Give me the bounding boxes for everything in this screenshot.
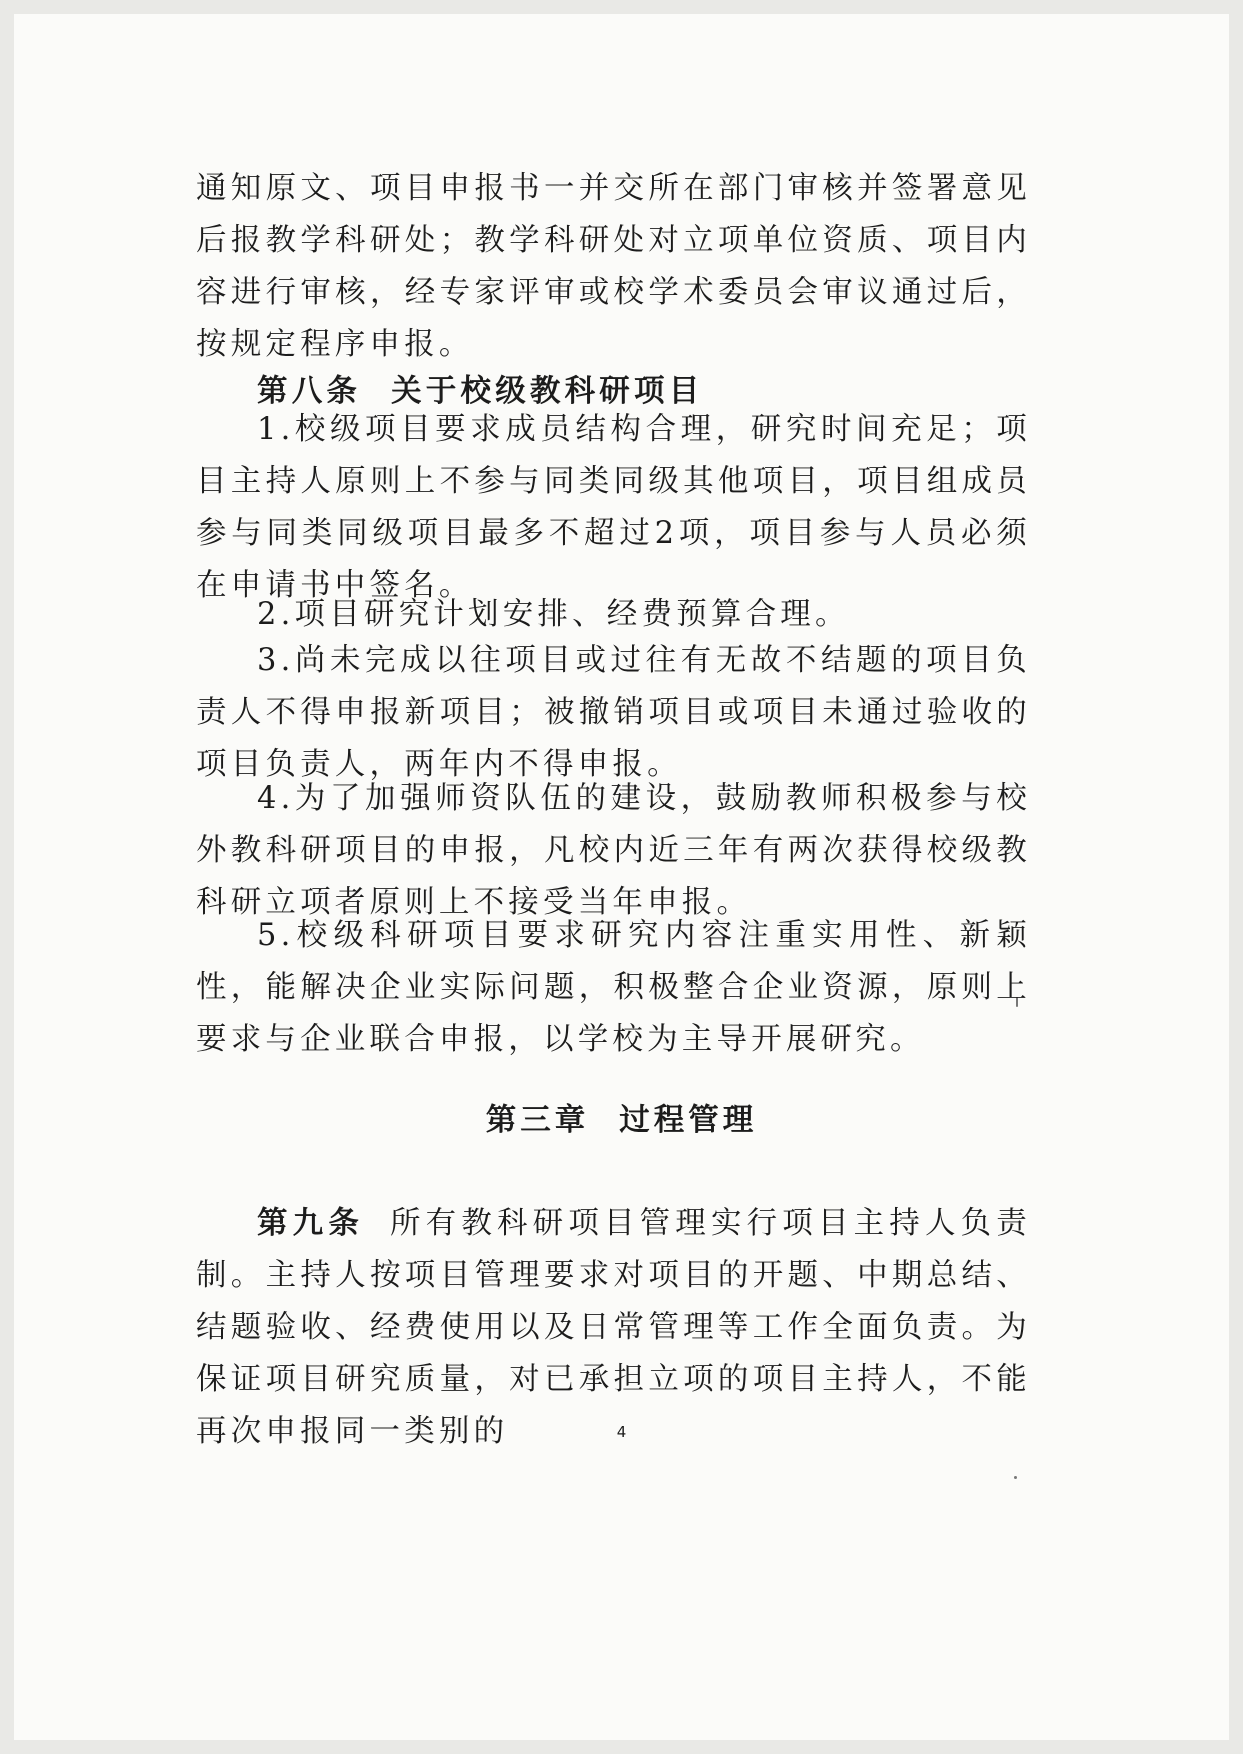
article-8-item: 3.尚未完成以往项目或过往有无故不结题的项目负责人不得申报新项目；被撤销项目或项目未通过验收的项目负责人，两年内不得申报。 bbox=[196, 643, 1031, 782]
article-8-item-1-block bbox=[196, 404, 1031, 612]
article-8-item: 5.校级科研项目要求研究内容注重实用性、新颖性，能解决企业实际问题，积极整合企业资源，原则上要求与企业联合申报，以学校为主导开展研究。 bbox=[196, 918, 1031, 1057]
article-9-block bbox=[196, 1197, 1031, 1458]
article-8-item-4-block bbox=[196, 773, 1031, 929]
paragraph-continuation-block bbox=[196, 163, 1031, 371]
scan-speck bbox=[1014, 1476, 1017, 1479]
article-8-label: 第八条 bbox=[257, 373, 362, 409]
article-9-label: 第九条 bbox=[257, 1205, 364, 1241]
article-8-item: 4.为了加强师资队伍的建设，鼓励教师积极参与校外教科研项目的申报，凡校内近三年有两次获得校级教科研立项者原则上不接受当年申报。 bbox=[196, 781, 1031, 920]
article-8-item: 2.项目研究计划安排、经费预算合理。 bbox=[257, 597, 850, 632]
paragraph-continuation: 通知原文、项目申报书一并交所在部门审核并签署意见后报教学科研处；教学科研处对立项单位资质、项目内容进行审核，经专家评审或校学术委员会审议通过后，按规定程序申报。 bbox=[196, 171, 1031, 362]
chapter-number: 第三章 bbox=[485, 1102, 590, 1138]
article-8-item-5-block bbox=[196, 910, 1031, 1066]
page-number: 4 bbox=[616, 1423, 627, 1441]
article-8-item: 1.校级项目要求成员结构合理，研究时间充足；项目主持人原则上不参与同类同级其他项目，项目组成员参与同类同级项目最多不超过2项，项目参与人员必须在申请书中签名。 bbox=[196, 412, 1031, 603]
article-8-item-2-block bbox=[196, 589, 1031, 641]
article-9-paragraph bbox=[196, 1197, 1031, 1458]
chapter-title: 过程管理 bbox=[619, 1102, 758, 1138]
chapter-heading bbox=[0, 1095, 1243, 1139]
article-8-item-3-block bbox=[196, 635, 1031, 791]
article-9-text: 所有教科研项目管理实行项目主持人负责制。主持人按项目管理要求对项目的开题、中期总结、结题验收、经费使用以及日常管理等工作全面负责。为保证项目研究质量，对已承担立项的项目主持人，不能再次申报同一类别的 bbox=[196, 1206, 1031, 1449]
article-8-title: 关于校级教科研项目 bbox=[391, 373, 704, 409]
